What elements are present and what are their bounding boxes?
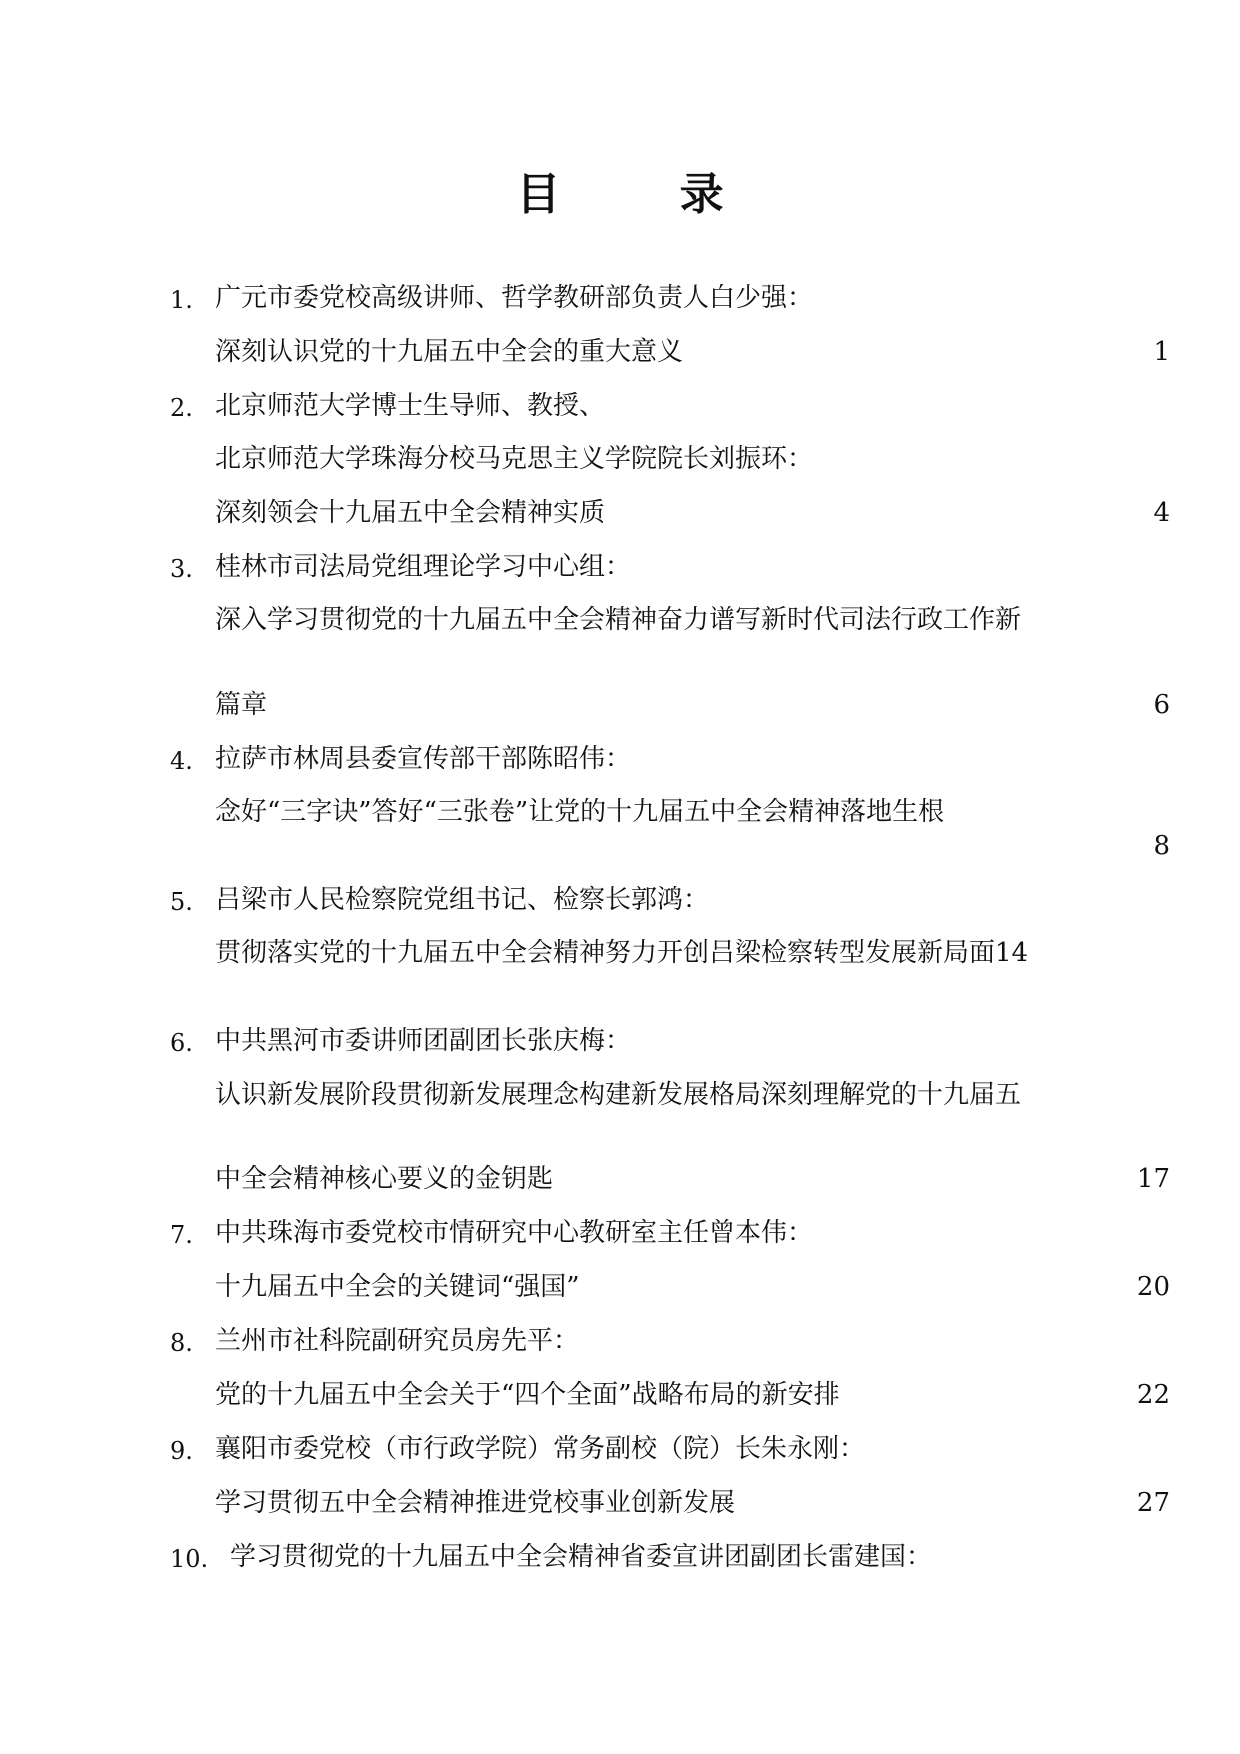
entry-number: 3. [170,555,193,583]
entry-page-number: 6 [1153,690,1170,720]
entry-author-continued: 北京师范大学珠海分校马克思主义学院院长刘振环： [215,444,814,474]
entry-title: 学习贯彻五中全会精神推进党校事业创新发展 [215,1488,736,1518]
entry-number: 7. [170,1221,193,1249]
entry-page-number: 20 [1136,1272,1170,1302]
entry-number: 6. [170,1029,193,1057]
entry-author: 吕梁市人民检察院党组书记、检察长郭鸿： [215,885,710,915]
entry-title: 深刻领会十九届五中全会精神实质 [215,498,606,528]
entry-number: 8. [170,1329,193,1357]
entry-author: 北京师范大学博士生导师、教授、 [215,391,606,421]
entry-title: 深入学习贯彻党的十九届五中全会精神奋力谱写新时代司法行政工作新 [215,605,1022,635]
entry-author: 兰州市社科院副研究员房先平： [215,1326,580,1356]
entry-title: 十九届五中全会的关键词“强国” [215,1272,580,1302]
entry-page-number: 8 [1153,831,1170,861]
entry-author: 中共珠海市委党校市情研究中心教研室主任曾本伟： [215,1218,814,1248]
entry-title: 党的十九届五中全会关于“四个全面”战略布局的新安排 [215,1380,840,1410]
entry-author: 桂林市司法局党组理论学习中心组： [215,552,632,582]
entry-author: 中共黑河市委讲师团副团长张庆梅： [215,1026,632,1056]
entry-page-number: 4 [1153,498,1170,528]
entry-title-continued: 篇章 [215,690,268,720]
entry-title-continued: 中全会精神核心要义的金钥匙 [215,1164,554,1194]
entry-number: 10. [170,1545,209,1573]
entry-author: 学习贯彻党的十九届五中全会精神省委宣讲团副团长雷建国： [230,1542,933,1572]
entry-number: 1. [170,286,193,314]
entry-title: 认识新发展阶段贯彻新发展理念构建新发展格局深刻理解党的十九届五 [215,1080,1022,1110]
entry-page-number: 1 [1153,337,1170,367]
entry-number: 5. [170,888,193,916]
entry-page-number: 27 [1136,1488,1170,1518]
entry-author: 拉萨市林周县委宣传部干部陈昭伟： [215,744,632,774]
entry-number: 4. [170,747,193,775]
entry-title: 念好“三字诀”答好“三张卷”让党的十九届五中全会精神落地生根 [215,797,945,827]
entry-author: 广元市委党校高级讲师、哲学教研部负责人白少强： [215,283,814,313]
entry-number: 9. [170,1437,193,1465]
entry-page-number: 22 [1136,1380,1170,1410]
page-title: 目 录 [516,169,776,220]
entry-title: 贯彻落实党的十九届五中全会精神努力开创吕梁检察转型发展新局面14 [215,938,1029,968]
entry-page-number: 17 [1136,1164,1170,1194]
entry-author: 襄阳市委党校（市行政学院）常务副校（院）长朱永刚： [215,1434,866,1464]
entry-number: 2. [170,394,193,422]
entry-title: 深刻认识党的十九届五中全会的重大意义 [215,337,684,367]
